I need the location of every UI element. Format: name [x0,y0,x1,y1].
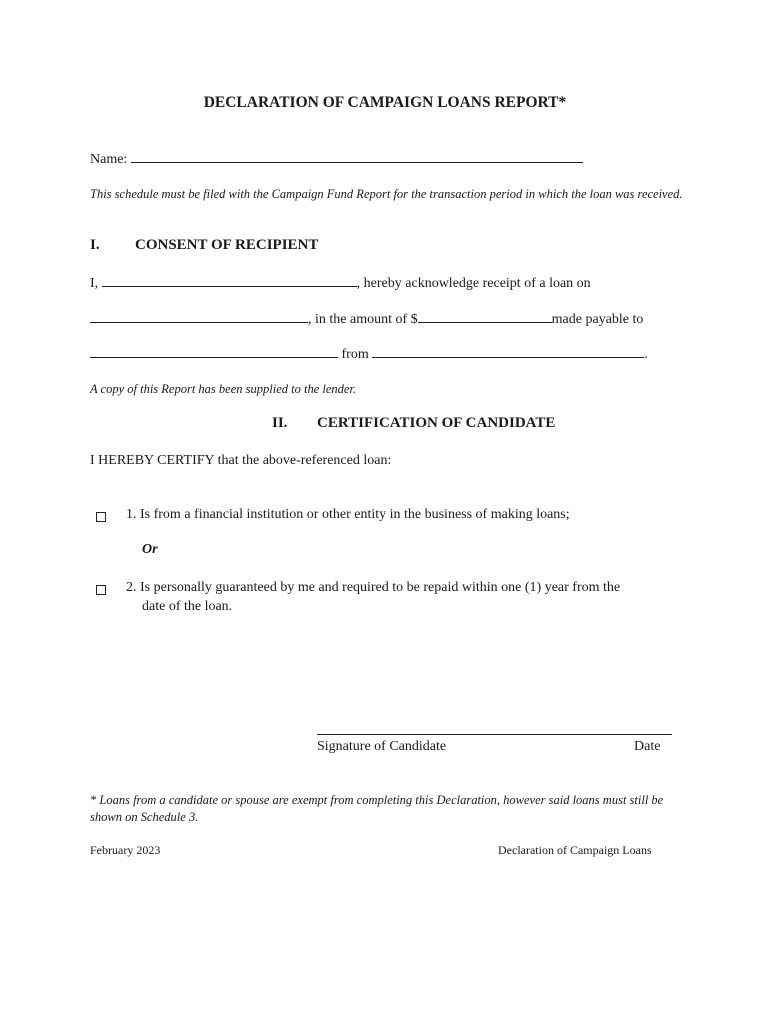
row2-suffix: made payable to [551,312,644,327]
payee-field[interactable] [90,345,338,358]
option2-checkbox[interactable] [96,585,106,595]
row1-prefix: I, [90,276,99,291]
footer-date: February 2023 [90,843,161,857]
section2-title: CERTIFICATION OF CANDIDATE [317,415,556,431]
lender-field[interactable] [372,345,644,358]
section1-title: CONSENT OF RECIPIENT [135,237,319,253]
name-row [90,150,583,168]
date-label: Date [634,739,661,754]
row3-suffix: . [644,347,648,362]
footnote: * Loans from a candidate or spouse are exempt from completing this Declaration, however said loans must still be shown on Schedule 3. [90,793,664,824]
row1-suffix: , hereby acknowledge receipt of a loan on [356,276,591,291]
consent-row-2 [90,310,643,328]
document-title: DECLARATION OF CAMPAIGN LOANS REPORT* [203,94,567,111]
certify-text: I HEREBY CERTIFY that the above-referenced loan: [90,453,392,468]
option1-checkbox[interactable] [96,512,106,522]
copy-note: A copy of this Report has been supplied to the lender. [90,382,357,396]
consent-row-1 [90,274,591,292]
section1-number: I. [90,237,100,253]
or-text: Or [142,542,158,557]
signature-label: Signature of Candidate [317,739,447,754]
section2-number: II. [272,415,288,431]
option2-text [126,578,666,616]
loan-date-field[interactable] [90,310,308,323]
recipient-name-field[interactable] [102,274,357,287]
name-field[interactable] [131,150,583,163]
option2-line2: date of the loan. [142,599,233,614]
loan-amount-field[interactable] [418,310,552,323]
footer-form-name: Declaration of Campaign Loans [498,843,652,857]
schedule-note: This schedule must be filed with the Campaign Fund Report for the transaction period in which the loan was received. [90,187,683,201]
option1-text: 1. Is from a financial institution or other entity in the business of making loans; [126,507,570,522]
signature-line[interactable] [317,734,672,735]
row2-mid: , in the amount of $ [308,312,418,327]
consent-row-3 [90,345,648,363]
option2-line1: 2. Is personally guaranteed by me and required to be repaid within one (1) year from the [126,580,621,595]
row3-mid: from [341,347,369,362]
name-label: Name: [90,152,128,167]
